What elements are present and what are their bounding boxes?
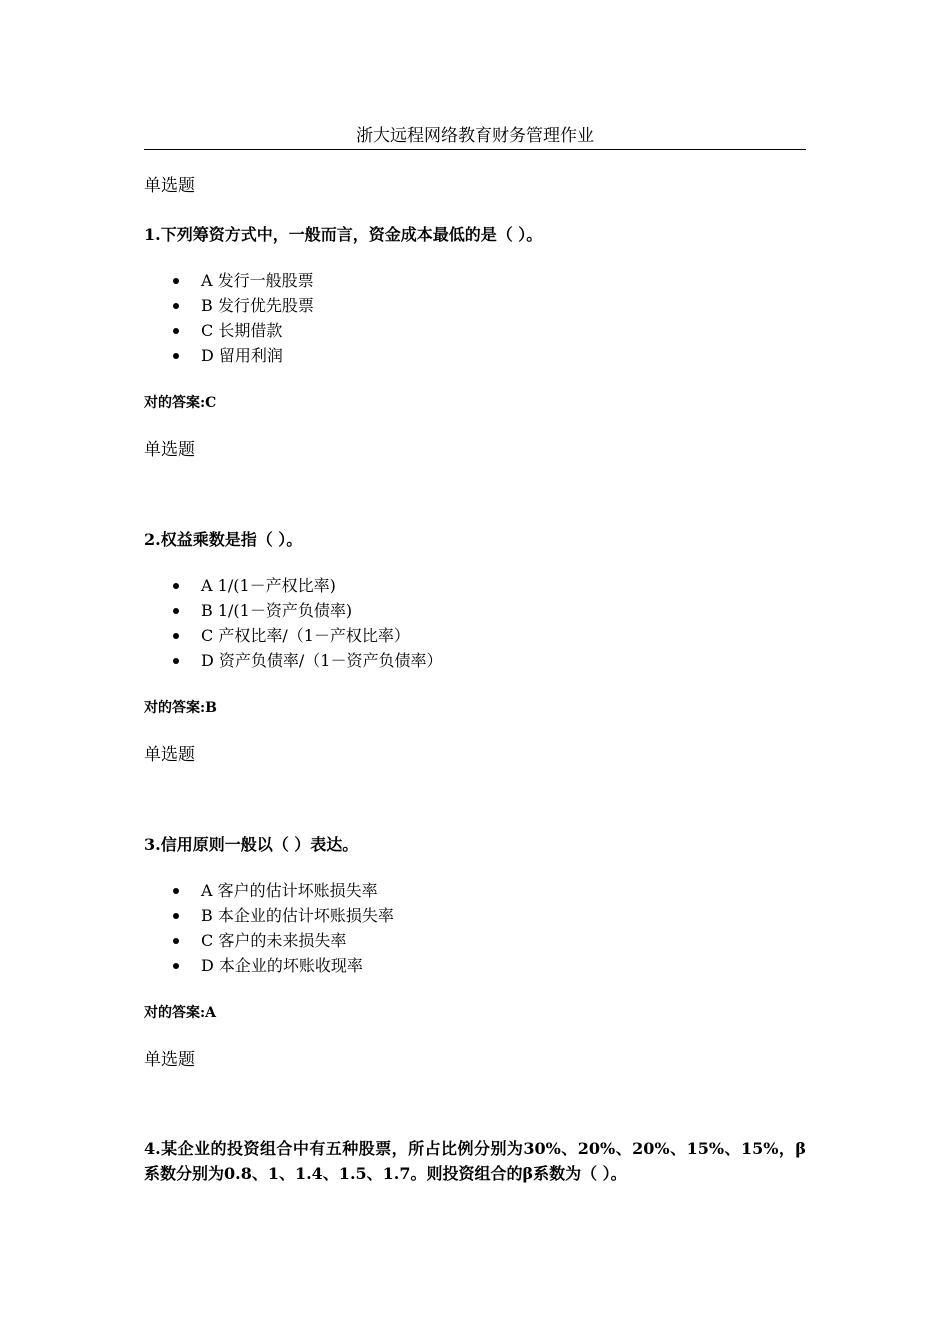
option-list [144, 878, 394, 978]
section-label: 单选题 [144, 1050, 195, 1070]
option-item: D 本企业的坏账收现率 [144, 953, 394, 978]
option-item: B 本企业的估计坏账损失率 [144, 903, 394, 928]
option-list [144, 573, 443, 673]
option-item: C 产权比率/（1－产权比率） [144, 623, 443, 648]
section-label: 单选题 [144, 176, 195, 196]
answer-text: 对的答案:A [144, 1005, 217, 1021]
question-text: 3.信用原则一般以（ ）表达。 [144, 835, 359, 854]
option-item: C 长期借款 [144, 318, 314, 343]
document-header: 浙大远程网络教育财务管理作业 [144, 124, 806, 150]
section-label: 单选题 [144, 745, 195, 765]
option-list [144, 268, 314, 368]
option-item: D 留用利润 [144, 343, 314, 368]
option-item: B 发行优先股票 [144, 293, 314, 318]
section-label: 单选题 [144, 440, 195, 460]
question-text: 1.下列筹资方式中，一般而言，资金成本最低的是（ ）。 [144, 225, 543, 244]
option-item: C 客户的未来损失率 [144, 928, 394, 953]
option-item: A 发行一般股票 [144, 268, 314, 293]
option-item: D 资产负债率/（1－资产负债率） [144, 648, 443, 673]
option-item: B 1/(1－资产负债率) [144, 598, 443, 623]
question-text: 2.权益乘数是指（ ）。 [144, 530, 303, 549]
option-item: A 1/(1－产权比率) [144, 573, 443, 598]
question-text: 4.某企业的投资组合中有五种股票，所占比例分别为30%、20%、20%、15%、15%，β系数分别为0.8、1、1.4、1.5、1.7。则投资组合的β系数为（ ）。 [144, 1139, 806, 1183]
answer-text: 对的答案:B [144, 700, 218, 716]
option-item: A 客户的估计坏账损失率 [144, 878, 394, 903]
answer-text: 对的答案:C [144, 395, 217, 411]
